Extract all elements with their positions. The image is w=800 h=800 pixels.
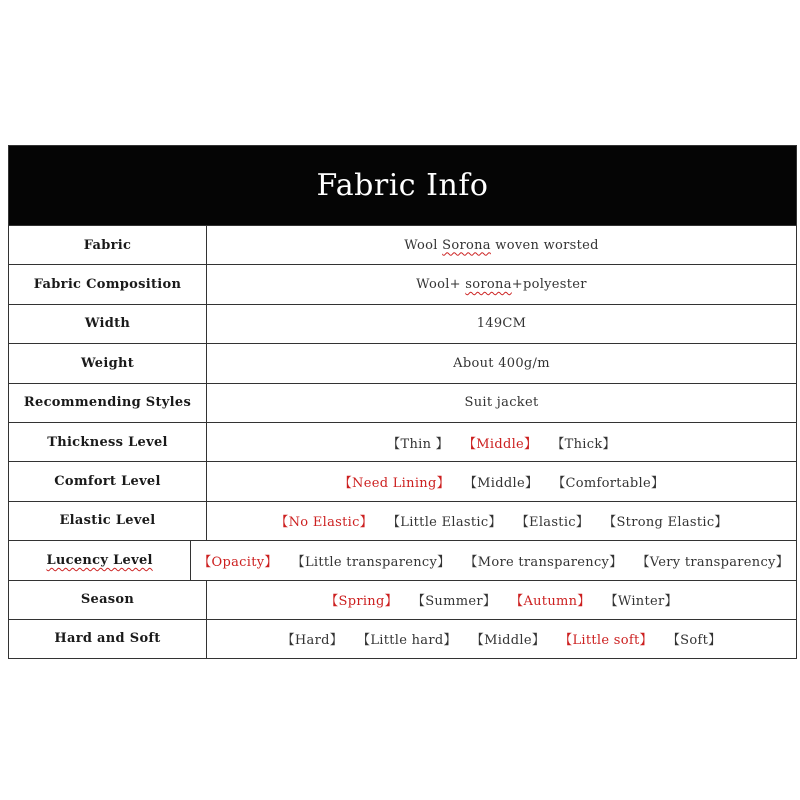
- row-label: Weight: [9, 344, 207, 382]
- option: 【Soft】: [666, 633, 722, 649]
- row-value: 149CM: [476, 316, 527, 332]
- row-value: [207, 265, 796, 303]
- option-group: [207, 462, 796, 500]
- option-selected: 【Little soft】: [559, 633, 653, 649]
- table-row: [9, 422, 796, 461]
- option: 【Thin 】: [387, 436, 449, 452]
- table-row: [9, 501, 796, 540]
- option-selected: 【Need Lining】: [338, 476, 450, 492]
- option: 【Thick】: [551, 436, 616, 452]
- row-label: Elastic Level: [9, 502, 207, 540]
- option: 【Little hard】: [357, 633, 457, 649]
- spellcheck-word: sorona: [465, 277, 512, 293]
- option-group: [207, 620, 796, 658]
- spellcheck-word: Lucency Level: [46, 552, 153, 568]
- table-row: [9, 540, 796, 579]
- value-text: +polyester: [511, 277, 587, 293]
- row-value: Suit jacket: [464, 395, 539, 411]
- row-value: About 400g/m: [453, 355, 550, 371]
- option: 【Elastic】: [515, 515, 590, 531]
- option: 【Very transparency】: [636, 554, 789, 570]
- option-group: [207, 423, 796, 461]
- value-text: Wool+: [416, 277, 466, 293]
- option-selected: 【No Elastic】: [275, 515, 373, 531]
- option: 【Comfortable】: [552, 476, 665, 492]
- row-label: Thickness Level: [9, 423, 207, 461]
- fabric-info-table: [8, 145, 797, 659]
- option-group: [191, 541, 796, 579]
- option-group: [207, 581, 796, 619]
- value-text: Wool: [404, 237, 443, 253]
- row-label: Comfort Level: [9, 462, 207, 500]
- row-label: Fabric: [9, 226, 207, 264]
- table-row: [9, 461, 796, 500]
- option: 【Strong Elastic】: [603, 515, 728, 531]
- spellcheck-word: Sorona: [442, 237, 491, 253]
- row-label: Fabric Composition: [9, 265, 207, 303]
- option: 【Winter】: [604, 594, 678, 610]
- option: 【Middle】: [463, 476, 539, 492]
- table-row: [9, 343, 796, 382]
- row-label: Hard and Soft: [9, 620, 207, 658]
- option: 【Middle】: [470, 633, 546, 649]
- row-label: Season: [9, 581, 207, 619]
- option: 【More transparency】: [464, 554, 623, 570]
- table-row: [9, 304, 796, 343]
- row-label: Width: [9, 305, 207, 343]
- row-label: Recommending Styles: [9, 384, 207, 422]
- option-selected: 【Middle】: [462, 436, 538, 452]
- option: 【Hard】: [281, 633, 344, 649]
- option: 【Little Elastic】: [386, 515, 502, 531]
- option: 【Summer】: [411, 594, 497, 610]
- value-text: woven worsted: [490, 237, 599, 253]
- table-row: [9, 383, 796, 422]
- table-row: [9, 264, 796, 303]
- option: 【Little transparency】: [291, 554, 451, 570]
- table-row: [9, 580, 796, 619]
- option-selected: 【Opacity】: [198, 554, 278, 570]
- option-group: [207, 502, 796, 540]
- table-row: [9, 225, 796, 264]
- option-selected: 【Spring】: [325, 594, 398, 610]
- table-row: [9, 619, 796, 658]
- option-selected: 【Autumn】: [510, 594, 591, 610]
- row-label: [9, 541, 191, 579]
- row-value: [207, 226, 796, 264]
- table-title: Fabric Info: [9, 146, 796, 225]
